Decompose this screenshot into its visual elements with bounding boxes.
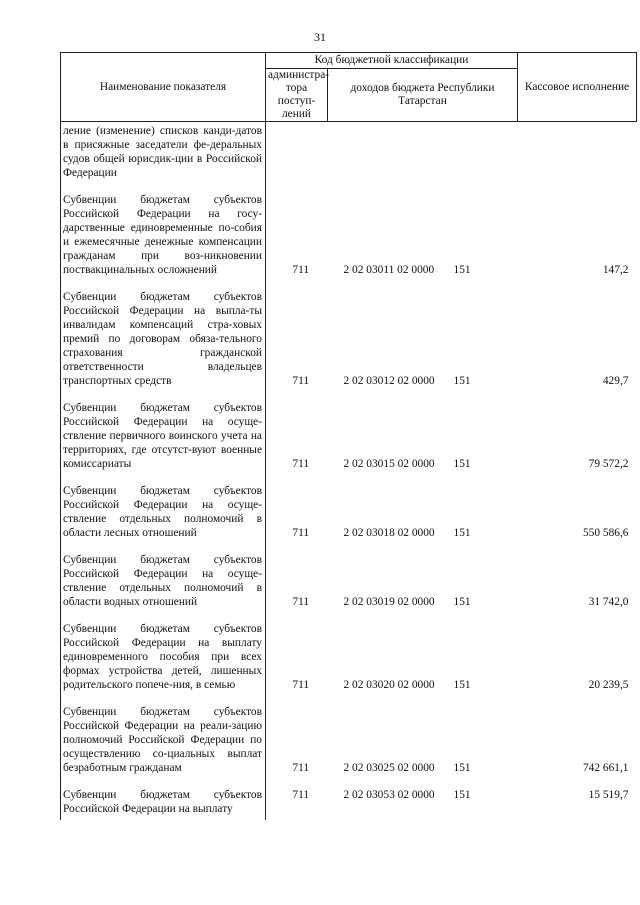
table-row [61, 290, 637, 392]
row-name: Субвенции бюджетам субъектов Российской Федерации на осуще-ствление первичного воинского учета на территориях, где отсутст-вуют военные комиссариаты [61, 401, 266, 475]
header-amount: Кассовое исполнение [518, 53, 637, 122]
row-name: Субвенции бюджетам субъектов Российской Федерации на выплату [61, 788, 266, 820]
header-name: Наименование показателя [61, 53, 266, 122]
row-admin [266, 122, 328, 185]
row-amount: 79 572,2 [588, 458, 629, 470]
row-name: Субвенции бюджетам субъектов Российской Федерации на выпла-ты инвалидам компенсаций стра-ховых премий по договорам обяза-тельного страхования гражданской ответственности владельцев транспортных средств [61, 290, 266, 392]
table-row [61, 705, 637, 779]
row-admin: 711 [292, 375, 310, 387]
row-type: 151 [453, 458, 471, 470]
row-type: 151 [453, 762, 471, 774]
row-amount: 15 519,7 [588, 789, 629, 801]
row-amount: 31 742,0 [588, 596, 629, 608]
row-code: 2 02 03015 02 0000 [343, 458, 435, 470]
table-row [61, 553, 637, 613]
row-admin: 711 [292, 789, 310, 801]
table-row [61, 622, 637, 696]
table-row [61, 193, 637, 281]
row-admin: 711 [292, 679, 310, 691]
row-admin: 711 [292, 264, 310, 276]
row-amount: 147,2 [602, 264, 629, 276]
budget-table [60, 52, 637, 820]
row-name: Субвенции бюджетам субъектов Российской Федерации на реали-зацию полномочий Российской Федерации по осуществлению со-циальных выплат безработным гражданам [61, 705, 266, 779]
table-row [61, 484, 637, 544]
row-amount: 550 586,6 [582, 527, 629, 539]
row-type: 151 [453, 679, 471, 691]
row-admin: 711 [292, 527, 310, 539]
row-code: 2 02 03018 02 0000 [343, 527, 435, 539]
table-row [61, 788, 637, 820]
row-amount: 20 239,5 [588, 679, 629, 691]
row-name: Субвенции бюджетам субъектов Российской Федерации на осуще-ствление отдельных полномочий в области водных отношений [61, 553, 266, 613]
row-amount: 742 661,1 [582, 762, 629, 774]
row-code: 2 02 03012 02 0000 [343, 375, 435, 387]
row-code: 2 02 03011 02 0000 [343, 264, 435, 276]
table-row [61, 401, 637, 475]
row-amount: 429,7 [602, 375, 629, 387]
row-code: 2 02 03053 02 0000 [343, 789, 435, 801]
row-type: 151 [453, 527, 471, 539]
page-number: 31 [314, 30, 326, 44]
row-type: 151 [453, 264, 471, 276]
table-header [61, 53, 637, 122]
header-code-group: Код бюджетной классификации [266, 53, 518, 69]
row-name: Субвенции бюджетам субъектов Российской Федерации на осуще-ствление отдельных полномочий в области лесных отношений [61, 484, 266, 544]
row-name: Субвенции бюджетам субъектов Российской Федерации на госу-дарственные единовременные по-собия и ежемесячные денежные компенсации гражданам при воз-никновении поствакцинальных осложнений [61, 193, 266, 281]
row-code [328, 122, 448, 185]
row-admin: 711 [292, 762, 310, 774]
row-type [448, 122, 518, 185]
row-admin: 711 [292, 458, 310, 470]
row-code: 2 02 03025 02 0000 [343, 762, 435, 774]
row-type: 151 [453, 789, 471, 801]
table-row [61, 122, 637, 185]
row-amount [518, 122, 637, 185]
row-type: 151 [453, 596, 471, 608]
table-body [61, 122, 637, 821]
row-type: 151 [453, 375, 471, 387]
row-name: ление (изменение) списков канди-датов в присяжные заседатели фе-деральных судов общей юрисдик-ции в Российской Федерации [61, 122, 266, 185]
row-code: 2 02 03020 02 0000 [343, 679, 435, 691]
header-income: доходов бюджета Республики Татарстан [328, 69, 518, 122]
row-name: Субвенции бюджетам субъектов Российской Федерации на выплату единовременного пособия при всех формах устройства детей, лишенных родительского попече-ния, в семью [61, 622, 266, 696]
row-code: 2 02 03019 02 0000 [343, 596, 435, 608]
row-admin: 711 [292, 596, 310, 608]
header-admin: администра-тора поступ-лений [266, 69, 328, 122]
